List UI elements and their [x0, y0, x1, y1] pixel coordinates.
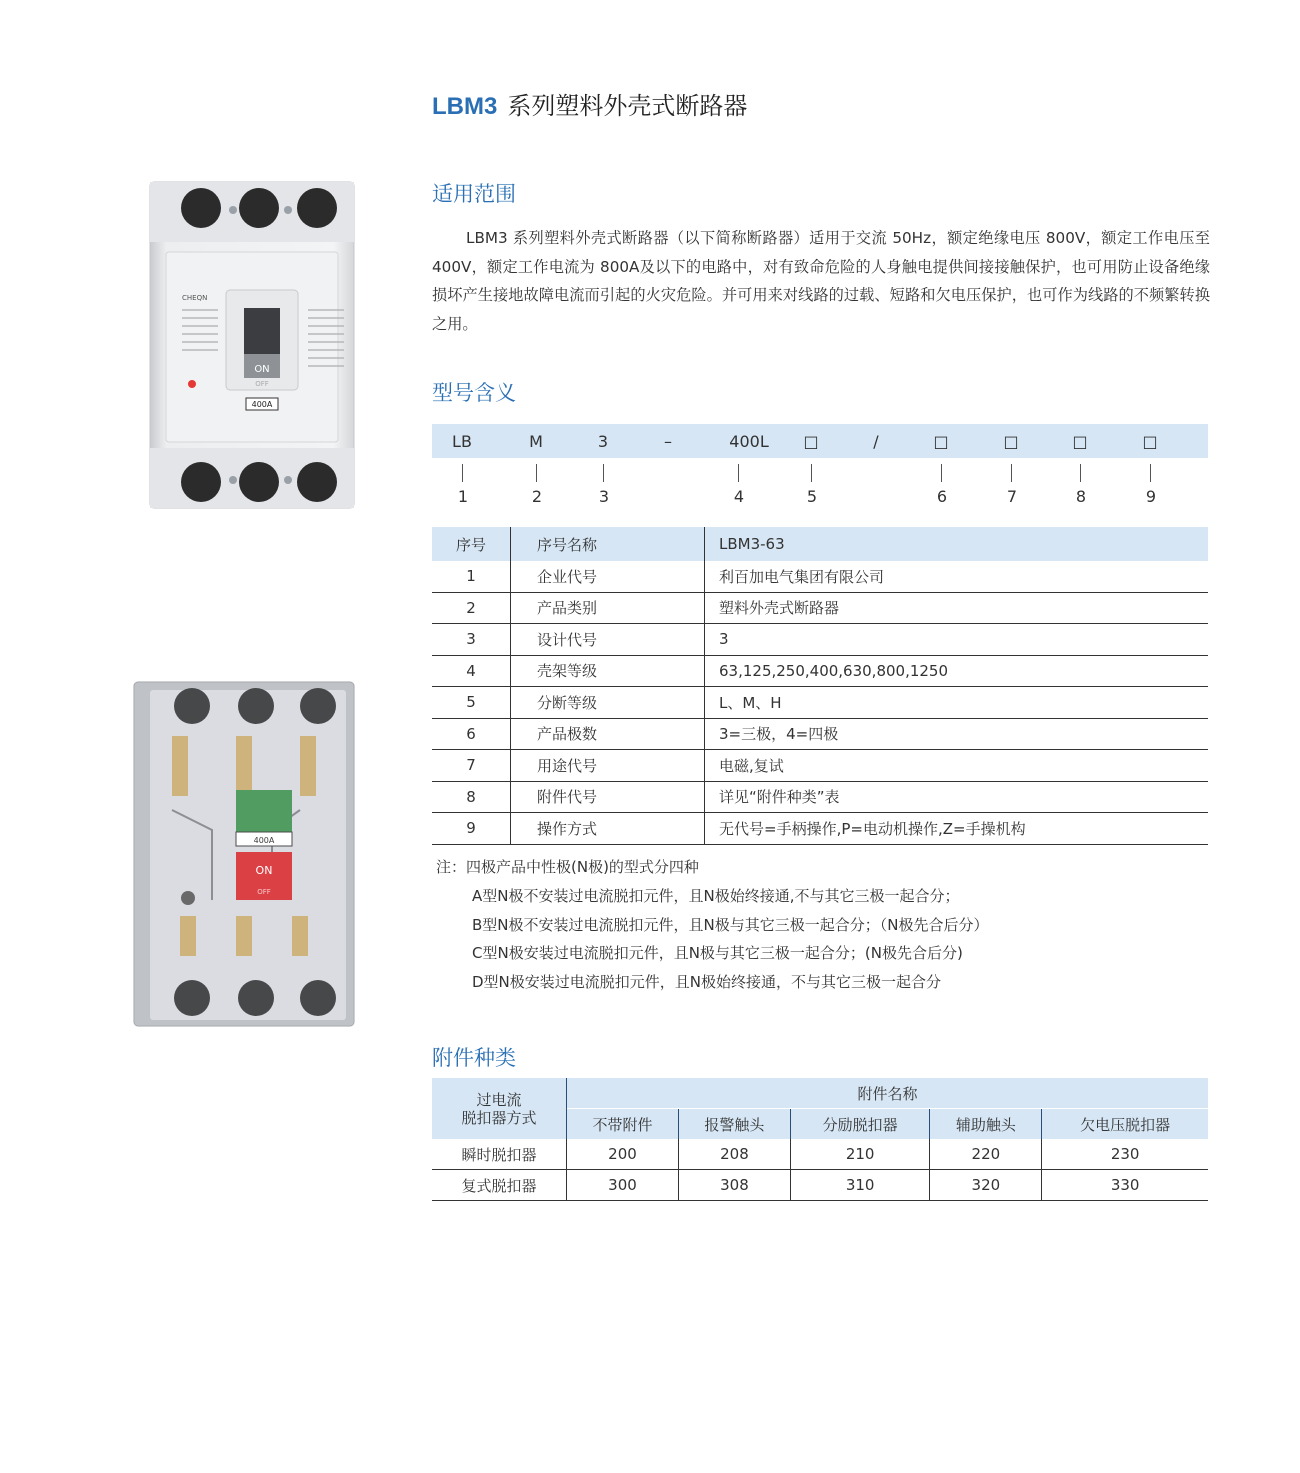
cell: 无代号=手柄操作,P=电动机操作,Z=手操机构: [705, 813, 1209, 845]
table-row: [432, 718, 1208, 750]
corner-header: [432, 1078, 567, 1139]
cell: 5: [432, 687, 511, 719]
cell: 300: [567, 1170, 679, 1201]
product2-rating: 400A: [253, 836, 275, 845]
product2-off-label: OFF: [257, 888, 271, 896]
cell: 2: [432, 592, 511, 624]
table-row: [432, 813, 1208, 845]
model-meaning-table: [432, 527, 1208, 845]
cell: 电磁,复试: [705, 750, 1209, 782]
title-text: 系列塑料外壳式断路器: [507, 92, 748, 120]
table-row: [432, 624, 1208, 656]
cell: 附件代号: [511, 781, 705, 813]
cell: 8: [432, 781, 511, 813]
cell: 63,125,250,400,630,800,1250: [705, 655, 1209, 687]
table-row: [432, 1170, 1208, 1201]
code-tick: [1011, 464, 1012, 482]
code-item: 3: [597, 432, 609, 451]
header-cell: 辅助触头: [930, 1109, 1042, 1140]
section-heading-model-meaning: 型号含义: [432, 381, 516, 405]
code-number: 1: [457, 487, 469, 506]
code-tick: [1080, 464, 1081, 482]
table-header-row: [432, 1078, 1208, 1109]
table-row: [432, 1139, 1208, 1170]
product1-brand: CHEQN: [182, 294, 208, 302]
cell: 企业代号: [511, 561, 705, 592]
code-number: 9: [1145, 487, 1157, 506]
section-heading-scope: 适用范围: [432, 182, 516, 206]
table-row: [432, 687, 1208, 719]
header-cell: 分励脱扣器: [790, 1109, 929, 1140]
header-cell: 不带附件: [567, 1109, 679, 1140]
cell: 详见“附件种类”表: [705, 781, 1209, 813]
cell: 230: [1042, 1139, 1208, 1170]
cell: 7: [432, 750, 511, 782]
table-row: [432, 655, 1208, 687]
table-row: [432, 561, 1208, 592]
code-item: 400L: [729, 432, 769, 451]
code-number: 8: [1075, 487, 1087, 506]
code-tick: [941, 464, 942, 482]
code-tick: [1150, 464, 1151, 482]
notes: [436, 853, 988, 997]
cell: 塑料外壳式断路器: [705, 592, 1209, 624]
header-cell: 序号: [432, 527, 511, 561]
cell: 3: [705, 624, 1209, 656]
cell: 操作方式: [511, 813, 705, 845]
code-item: /: [873, 432, 879, 451]
cell: 用途代号: [511, 750, 705, 782]
row-label: 瞬时脱扣器: [432, 1139, 567, 1170]
cell: 3=三极，4=四极: [705, 718, 1209, 750]
table-row: [432, 750, 1208, 782]
breaker-white-image: [146, 180, 358, 510]
cell: 设计代号: [511, 624, 705, 656]
code-number: 3: [598, 487, 610, 506]
note-line: B型N极不安装过电流脱扣元件，且N极与其它三极一起合分；（N极先合后分）: [472, 915, 989, 934]
cell: 6: [432, 718, 511, 750]
header-cell: LBM3-63: [705, 527, 1209, 561]
cell: 220: [930, 1139, 1042, 1170]
row-label: 复式脱扣器: [432, 1170, 567, 1201]
cell: 3: [432, 624, 511, 656]
cell: 320: [930, 1170, 1042, 1201]
header-cell: 报警触头: [678, 1109, 790, 1140]
code-number: 7: [1006, 487, 1018, 506]
note-line: 注：四极产品中性极(N极)的型式分四种: [436, 858, 699, 876]
code-tick: [811, 464, 812, 482]
table-header-row: [432, 527, 1208, 561]
cell: 208: [678, 1139, 790, 1170]
note-line: D型N极安装过电流脱扣元件，且N极始终接通，不与其它三极一起合分: [472, 973, 941, 992]
cell: 产品类别: [511, 592, 705, 624]
note-line: C型N极安装过电流脱扣元件，且N极与其它三极一起合分；(N极先合后分): [472, 944, 963, 963]
code-item: M: [529, 432, 543, 451]
code-number: 2: [531, 487, 543, 506]
code-tick: [536, 464, 537, 482]
section-heading-accessories: 附件种类: [432, 1046, 516, 1070]
code-number: 5: [806, 487, 818, 506]
table-row: [432, 781, 1208, 813]
header-cell: 欠电压脱扣器: [1042, 1109, 1208, 1140]
cell: 308: [678, 1170, 790, 1201]
code-item: □: [933, 432, 949, 451]
product1-off-label: OFF: [255, 380, 269, 388]
corner-line: 过电流: [476, 1090, 522, 1109]
cell: L、M、H: [705, 687, 1209, 719]
product2-on-label: ON: [255, 864, 273, 877]
accessory-table: [432, 1078, 1208, 1201]
code-item: –: [664, 432, 672, 451]
code-number: 4: [733, 487, 745, 506]
code-item: □: [1003, 432, 1019, 451]
code-item: □: [1142, 432, 1158, 451]
intro-paragraph: LBM3 系列塑料外壳式断路器（以下简称断路器）适用于交流 50Hz，额定绝缘电压 800V，额定工作电压至 400V，额定工作电流为 800A及以下的电路中，对有致命危险的人身触电提供间接接触保护，也可用防止设备绝缘损坏产生接地故障电流而引起的火灾危险。并可用来对线路的过载、短路和欠电压保护，也可作为线路的不频繁转换之用。: [432, 229, 1210, 333]
cell: 1: [432, 561, 511, 592]
code-item: LB: [452, 432, 472, 451]
cell: 9: [432, 813, 511, 845]
cell: 利百加电气集团有限公司: [705, 561, 1209, 592]
cell: 壳架等级: [511, 655, 705, 687]
cell: 210: [790, 1139, 929, 1170]
header-cell: 序号名称: [511, 527, 705, 561]
code-tick: [603, 464, 604, 482]
product1-on-label: ON: [254, 364, 270, 375]
page-title: [432, 86, 747, 121]
cell: 4: [432, 655, 511, 687]
product1-rating: 400A: [251, 400, 273, 409]
code-item: □: [1072, 432, 1088, 451]
breaker-transparent-image: [132, 680, 356, 1028]
cell: 产品极数: [511, 718, 705, 750]
model-code-band: [432, 424, 1208, 458]
cell: 330: [1042, 1170, 1208, 1201]
code-tick: [738, 464, 739, 482]
code-item: □: [803, 432, 819, 451]
cell: 310: [790, 1170, 929, 1201]
code-number: 6: [936, 487, 948, 506]
group-header: 附件名称: [567, 1078, 1209, 1109]
code-tick: [462, 464, 463, 482]
title-model: LBM3: [432, 93, 498, 120]
note-line: A型N极不安装过电流脱扣元件，且N极始终接通,不与其它三极一起合分；: [472, 886, 960, 905]
table-row: [432, 592, 1208, 624]
corner-line: 脱扣器方式: [461, 1108, 537, 1127]
cell: 分断等级: [511, 687, 705, 719]
cell: 200: [567, 1139, 679, 1170]
